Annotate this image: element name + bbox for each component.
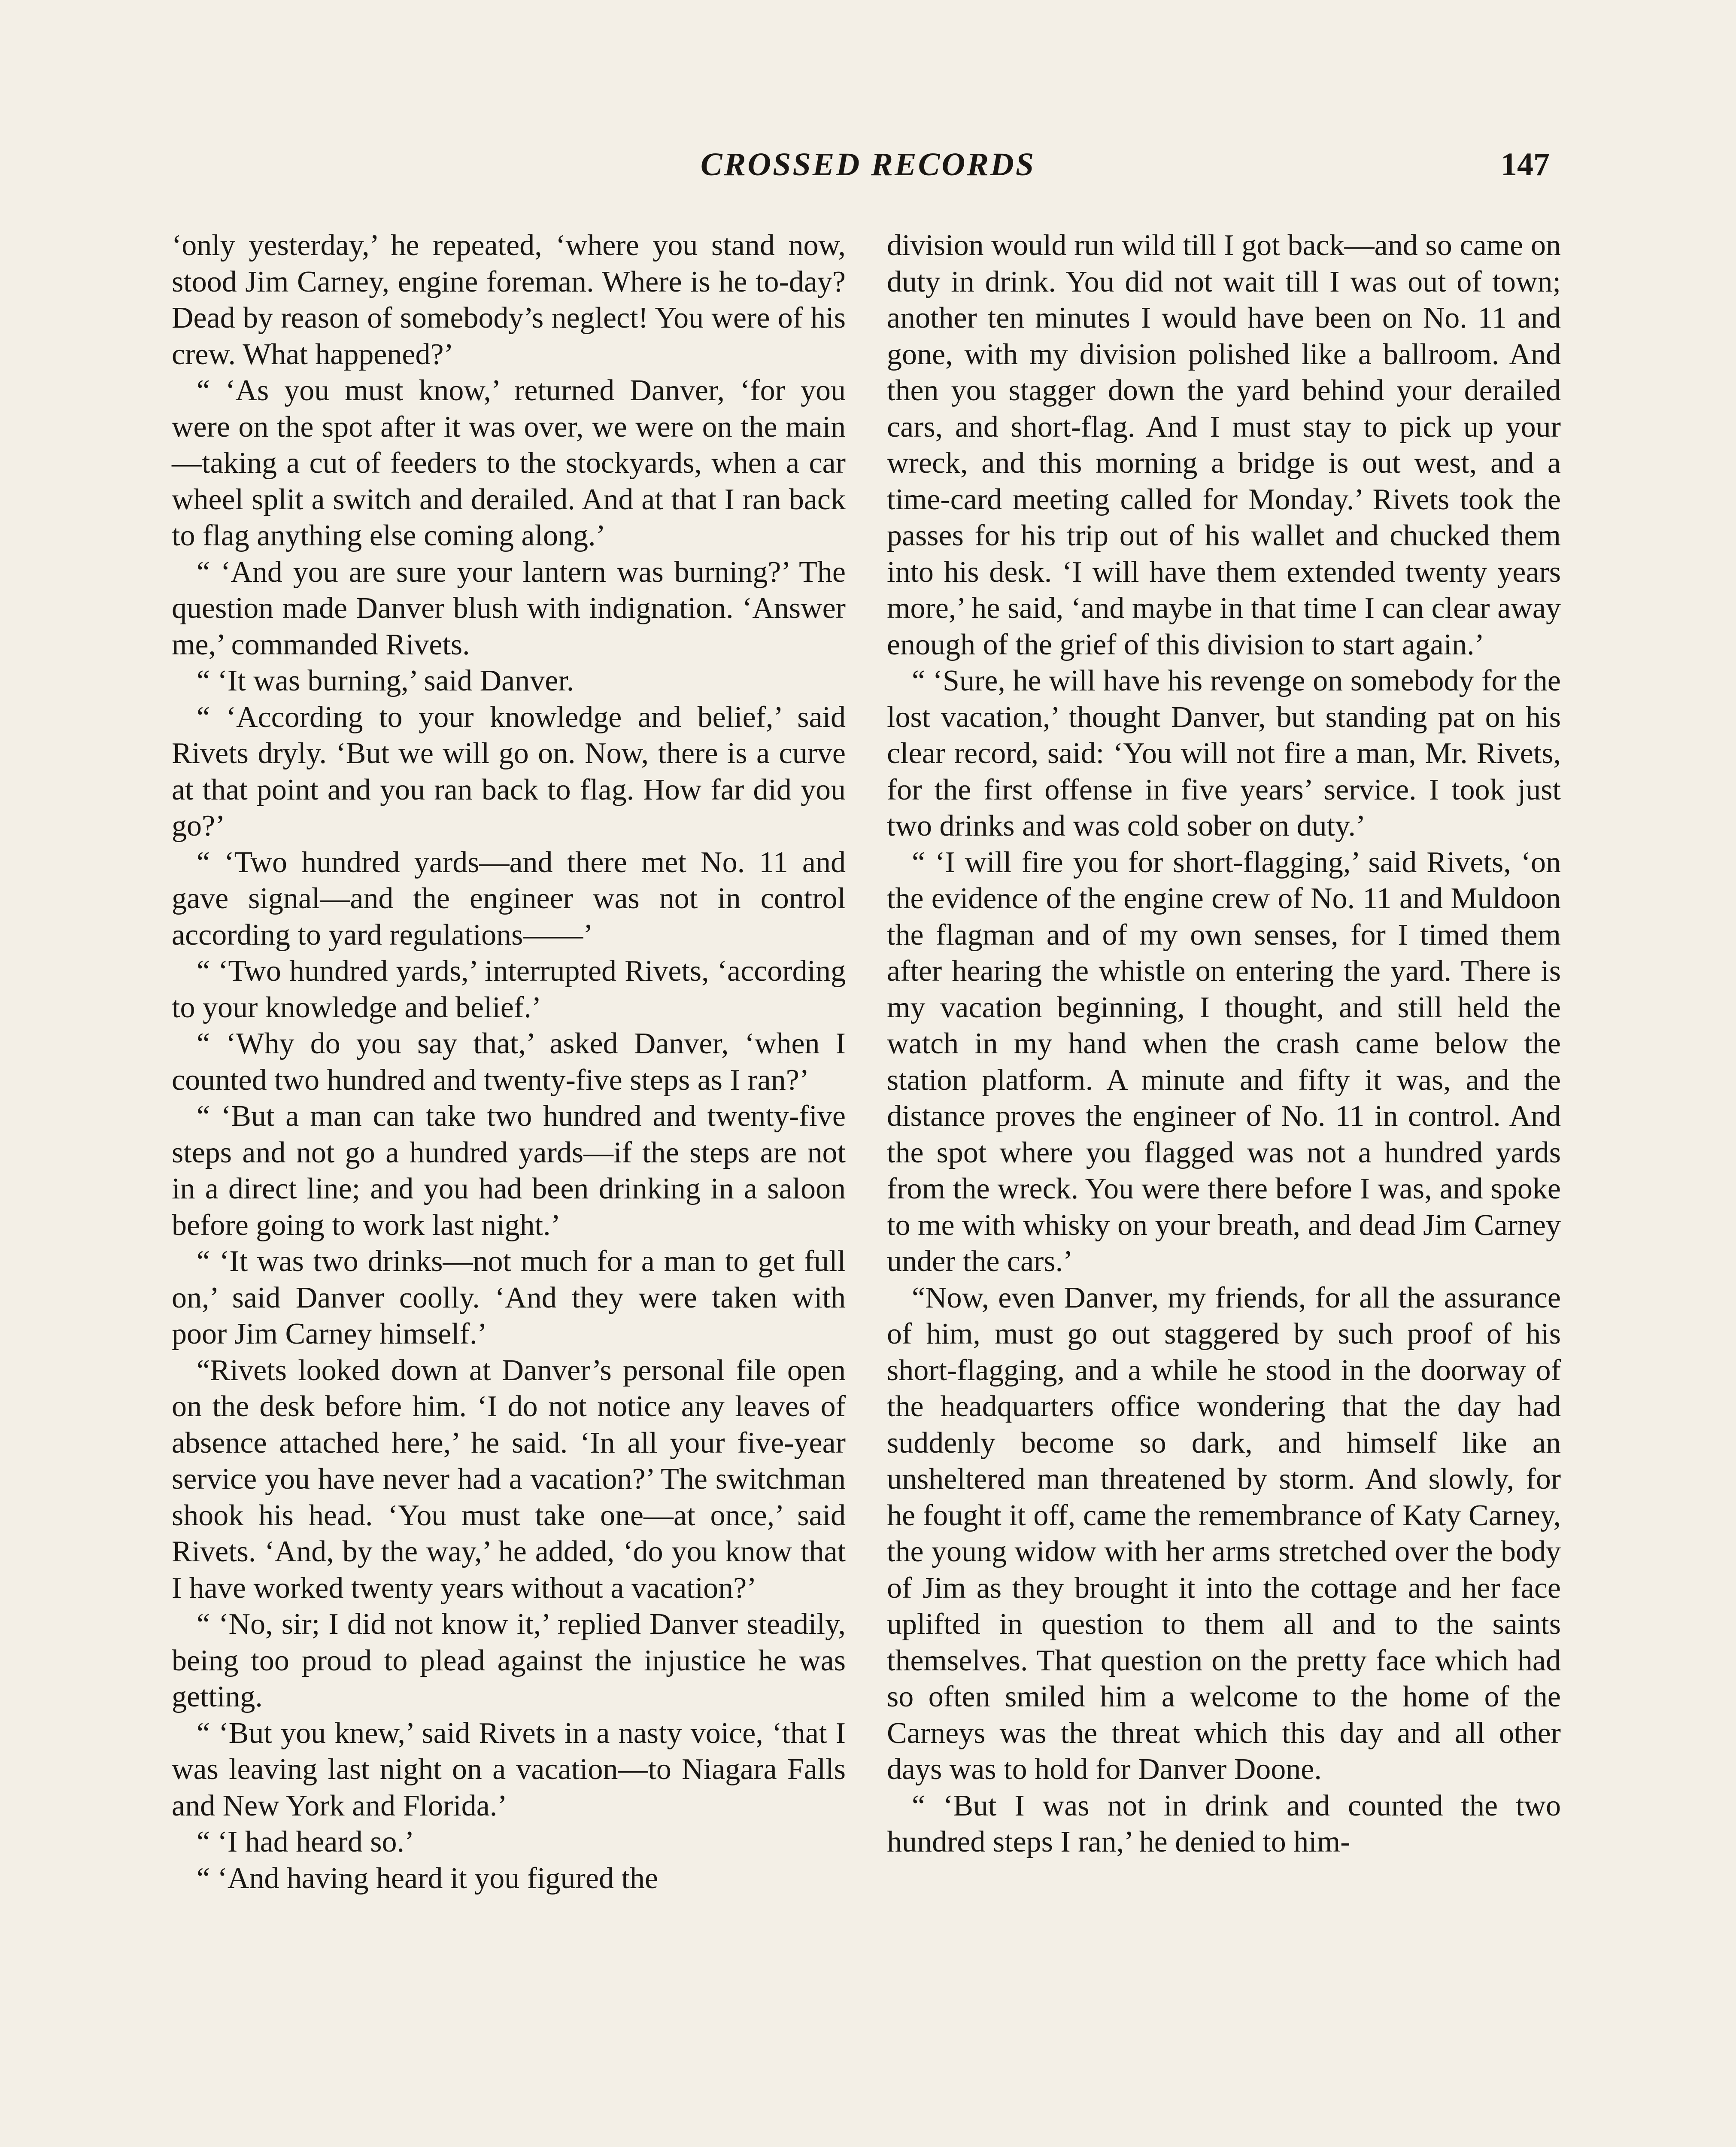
paragraph: “ ‘And having heard it you figured the — [197, 1861, 658, 1895]
paragraph: “ ‘I had heard so.’ — [197, 1825, 415, 1858]
paragraph: “ ‘But you knew,’ said Rivets in a nasty voice, ‘that I was leaving last night on a vacation—to Niagara Falls and New York and Florida.’ — [172, 1716, 846, 1822]
paragraph: “Now, even Danver, my friends, for all the assurance of him, must go out staggered by such proof of his short-flagging, and a while he stood in the doorway of the headquarters office wondering that the day had suddenly become so dark, and himself like an unsheltered man threatened by storm. And slowly, for he fought it off, came the remembrance of Katy Carney, the young widow with her arms stretched over the body of Jim as they brought it into the cottage and her face uplifted in question to them all and to the saints themselves. That question on the pretty face which had so often smiled him a welcome to the home of the Carneys was the threat which this day and all other days was to hold for Danver Doone. — [887, 1281, 1561, 1786]
paragraph: “ ‘I will fire you for short-flagging,’ said Rivets, ‘on the evidence of the engine crew of No. 11 and Muldoon the flagman and of my own senses, for I timed them after hearing the whistle on entering the yard. There is my vacation beginning, I thought, and still held the watch in my hand when the crash came below the station platform. A minute and fifty it was, and the distance proves the engineer of No. 11 in control. And the spot where you flagged was not a hundred yards from the wreck. You were there before I was, and spoke to me with whisky on your breath, and dead Jim Carney under the cars.’ — [887, 845, 1561, 1278]
paragraph: division would run wild till I got back—and so came on duty in drink. You did not wait till I was out of town; another ten minutes I would have been on No. 11 and gone, with my division polished like a ballroom. And then you stagger down the yard behind your derailed cars, and short-flag. And I must stay to pick up your wreck, and this morning a bridge is out west, and a time-card meeting called for Monday.’ Rivets took the passes for his trip out of his wallet and chucked them into his desk. ‘I will have them extended twenty years more,’ he said, ‘and maybe in that time I can clear away enough of the grief of this division to start again.’ — [887, 229, 1561, 661]
paragraph: “ ‘It was two drinks—not much for a man to get full on,’ said Danver coolly. ‘And they were taken with poor Jim Carney himself.’ — [172, 1245, 846, 1350]
paragraph: “ ‘Two hundred yards—and there met No. 11 and gave signal—and the engineer was not in control according to yard regulations——’ — [172, 845, 846, 952]
paragraph: “Rivets looked down at Danver’s personal file open on the desk before him. ‘I do not notice any leaves of absence attached here,’ he said. ‘In all your five-year service you have never had a vacation?’ The switchman shook his head. ‘You must take one—at once,’ said Rivets. ‘And, by the way,’ he added, ‘do you know that I have worked twenty years without a vacation?’ — [172, 1353, 846, 1605]
paragraph: “ ‘According to your knowledge and belief,’ said Rivets dryly. ‘But we will go on. Now, there is a curve at that point and you ran back to flag. How far did you go?’ — [172, 700, 846, 842]
paragraph: “ ‘Sure, he will have his revenge on somebody for the lost vacation,’ thought Danver, but standing pat on his clear record, said: ‘You will not fire a man, Mr. Rivets, for the first offense in five years’ service. I took just two drinks and was cold sober on duty.’ — [887, 664, 1561, 842]
paragraph: “ ‘But I was not in drink and counted the two hundred steps I ran,’ he denied to him- — [887, 1789, 1561, 1858]
paragraph: “ ‘No, sir; I did not know it,’ replied Danver steadily, being too proud to plead against the injustice he was getting. — [172, 1608, 846, 1713]
paragraph: “ ‘And you are sure your lantern was burning?’ The question made Danver blush with indignation. ‘Answer me,’ commanded Rivets. — [172, 555, 846, 661]
page-number: 147 — [1501, 146, 1550, 182]
left-column — [172, 228, 846, 1897]
paragraph: “ ‘It was burning,’ said Danver. — [197, 664, 574, 697]
page-header — [0, 146, 1736, 193]
right-column — [887, 228, 1561, 1861]
paragraph: “ ‘Two hundred yards,’ interrupted Rivets, ‘according to your knowledge and belief.’ — [172, 955, 846, 1024]
paragraph: “ ‘Why do you say that,’ asked Danver, ‘when I counted two hundred and twenty-five steps as I ran?’ — [172, 1027, 846, 1097]
paragraph: “ ‘But a man can take two hundred and twenty-five steps and not go a hundred yards—if the steps are not in a direct line; and you had been drinking in a saloon before going to work last night.’ — [172, 1100, 846, 1242]
paragraph: ‘only yesterday,’ he repeated, ‘where you stand now, stood Jim Carney, engine foreman. Where is he to-day? Dead by reason of somebody’s neglect! You were of his crew. What happened?’ — [172, 229, 846, 371]
running-title: CROSSED RECORDS — [700, 146, 1036, 182]
paragraph: “ ‘As you must know,’ returned Danver, ‘for you were on the spot after it was over, we were on the main—taking a cut of feeders to the stockyards, when a car wheel split a switch and derailed. And at that I ran back to flag anything else coming along.’ — [172, 374, 846, 552]
